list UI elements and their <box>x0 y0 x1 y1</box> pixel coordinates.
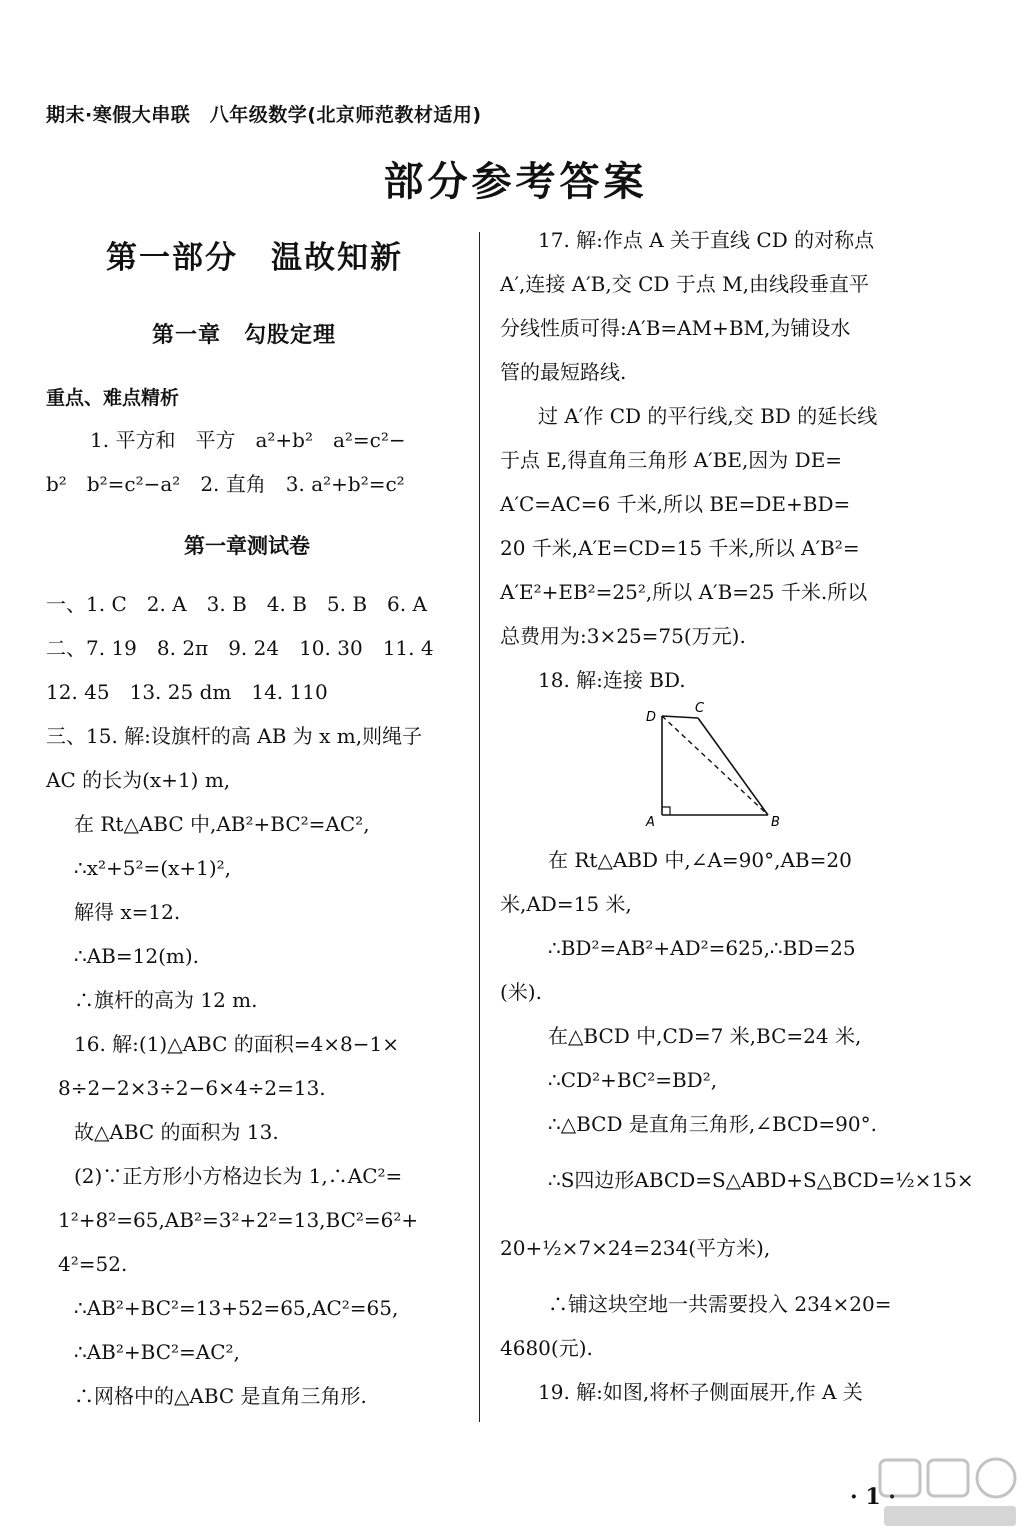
text-line: 4²=52. <box>58 1252 128 1276</box>
text-line: 分线性质可得:A′B=AM+BM,为铺设水 <box>500 316 851 340</box>
right-angle-mark <box>662 807 670 815</box>
text-line: 12. 45 13. 25 dm 14. 110 <box>46 680 328 704</box>
text-line: ∴AB²+BC²=13+52=65,AC²=65, <box>74 1296 399 1320</box>
text-line: 故△ABC 的面积为 13. <box>74 1120 279 1144</box>
main-title: 部分参考答案 <box>383 159 648 205</box>
text-line: 4680(元). <box>500 1336 593 1360</box>
column-divider <box>479 232 480 1422</box>
text-line: AC 的长为(x+1) m, <box>46 768 231 792</box>
book-header: 期末·寒假大串联 八年级数学(北京师范教材适用) <box>46 104 482 126</box>
key-points-title: 重点、难点精析 <box>46 387 180 409</box>
text-line: A′,连接 A′B,交 CD 于点 M,由线段垂直平 <box>500 272 869 296</box>
label-c: C <box>695 701 705 716</box>
text-line: 一、1. C 2. A 3. B 4. B 5. B 6. A <box>46 592 427 616</box>
text-line: 1. 平方和 平方 a²+b² a²=c²− <box>90 428 406 452</box>
text-line: 16. 解:(1)△ABC 的面积=4×8−1× <box>74 1032 399 1056</box>
page-number: · 1 · <box>850 1484 896 1510</box>
test-title: 第一章测试卷 <box>184 534 310 558</box>
text-line: 总费用为:3×25=75(万元). <box>500 624 746 648</box>
text-line: ∴CD²+BC²=BD², <box>548 1068 718 1092</box>
text-line: ∴S四边形ABCD=S△ABD+S△BCD=½×15× <box>548 1168 974 1192</box>
text-line: ∴AB=12(m). <box>74 944 199 968</box>
text-line: 1²+8²=65,AB²=3²+2²=13,BC²=6²+ <box>58 1208 419 1232</box>
watermark-logo <box>878 1454 1024 1532</box>
text-line: 8÷2−2×3÷2−6×4÷2=13. <box>58 1076 326 1100</box>
segment-dc <box>662 716 698 718</box>
text-line: 于点 E,得直角三角形 A′BE,因为 DE= <box>500 448 843 472</box>
label-d: D <box>646 710 657 725</box>
text-line: A′E²+EB²=25²,所以 A′B=25 千米.所以 <box>500 580 868 604</box>
text-line: 管的最短路线. <box>500 360 627 384</box>
text-line: 二、7. 19 8. 2π 9. 24 10. 30 11. 4 <box>46 636 434 660</box>
text-line: (米). <box>500 980 542 1004</box>
text-line: ∴BD²=AB²+AD²=625,∴BD=25 <box>548 936 856 960</box>
text-line: ∴AB²+BC²=AC², <box>74 1340 240 1364</box>
text-line: 18. 解:连接 BD. <box>538 668 686 692</box>
chapter-title: 第一章 勾股定理 <box>152 323 337 348</box>
text-line: 在△BCD 中,CD=7 米,BC=24 米, <box>548 1024 862 1048</box>
text-line: (2)∵正方形小方格边长为 1,∴AC²= <box>74 1164 403 1188</box>
text-line: 过 A′作 CD 的平行线,交 BD 的延长线 <box>538 404 878 428</box>
part-title: 第一部分 温故知新 <box>106 240 403 276</box>
text-line: 19. 解:如图,将杯子侧面展开,作 A 关 <box>538 1380 863 1404</box>
text-line: 17. 解:作点 A 关于直线 CD 的对称点 <box>538 228 875 252</box>
text-line: 20 千米,A′E=CD=15 千米,所以 A′B²= <box>500 536 860 560</box>
segment-bd-dashed <box>662 716 768 815</box>
text-line: 在 Rt△ABD 中,∠A=90°,AB=20 <box>548 848 852 872</box>
text-line: ∴旗杆的高为 12 m. <box>74 988 258 1012</box>
text-line: 在 Rt△ABC 中,AB²+BC²=AC², <box>74 812 370 836</box>
text-line: 三、15. 解:设旗杆的高 AB 为 x m,则绳子 <box>46 724 423 748</box>
text-line: A′C=AC=6 千米,所以 BE=DE+BD= <box>500 492 851 516</box>
text-line: ∴x²+5²=(x+1)², <box>74 856 232 880</box>
label-b: B <box>771 815 780 830</box>
text-line: 20+½×7×24=234(平方米), <box>500 1236 771 1260</box>
quadrilateral-figure <box>640 698 800 830</box>
text-line: b² b²=c²−a² 2. 直角 3. a²+b²=c² <box>46 472 405 496</box>
text-line: ∴△BCD 是直角三角形,∠BCD=90°. <box>548 1112 877 1136</box>
figure-svg <box>640 698 800 830</box>
text-line: 米,AD=15 米, <box>500 892 632 916</box>
segment-cb <box>698 718 768 815</box>
text-line: ∴铺这块空地一共需要投入 234×20= <box>548 1292 892 1316</box>
text-line: ∴网格中的△ABC 是直角三角形. <box>74 1384 367 1408</box>
text-line: 解得 x=12. <box>74 900 181 924</box>
label-a: A <box>646 815 655 830</box>
